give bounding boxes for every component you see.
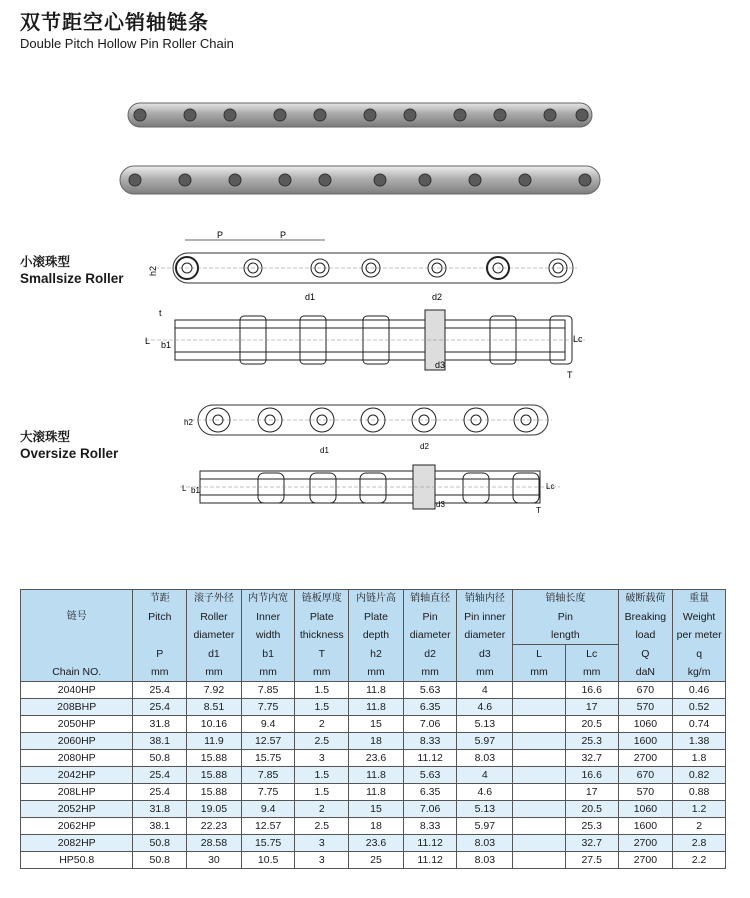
table-cell: 27.5: [565, 852, 618, 869]
table-cell: 25.4: [133, 767, 187, 784]
table-cell: 11.12: [403, 750, 457, 767]
col-chain-no-en: Chain NO.: [21, 645, 133, 682]
table-cell: 0.82: [673, 767, 726, 784]
table-cell: 7.85: [241, 682, 295, 699]
table-cell: 11.12: [403, 852, 457, 869]
table-cell: 4: [457, 767, 513, 784]
table-cell: 5.13: [457, 716, 513, 733]
table-cell: 38.1: [133, 733, 187, 750]
table-cell: 2060HP: [21, 733, 133, 750]
table-cell: [513, 733, 566, 750]
table-cell: 4.6: [457, 784, 513, 801]
table-cell: 32.7: [565, 750, 618, 767]
table-cell: [513, 682, 566, 699]
table-row: [21, 818, 726, 835]
table-cell: 1.8: [673, 750, 726, 767]
svg-text:T: T: [536, 506, 541, 515]
table-cell: 2062HP: [21, 818, 133, 835]
spec-table-body: [21, 682, 726, 869]
table-row: [21, 716, 726, 733]
table-row: [21, 750, 726, 767]
table-cell: 2052HP: [21, 801, 133, 818]
svg-text:Lc: Lc: [573, 334, 583, 344]
table-cell: 6.35: [403, 784, 457, 801]
small-roller-label: 小滚珠型 Smallsize Roller: [20, 254, 124, 286]
table-cell: 25.4: [133, 682, 187, 699]
table-cell: 0.52: [673, 699, 726, 716]
table-cell: 10.5: [241, 852, 295, 869]
table-cell: 22.23: [187, 818, 242, 835]
table-cell: 2.5: [295, 818, 349, 835]
table-cell: 11.8: [349, 784, 404, 801]
table-cell: [513, 767, 566, 784]
table-cell: 10.16: [187, 716, 242, 733]
table-cell: 31.8: [133, 716, 187, 733]
table-cell: 15.75: [241, 750, 295, 767]
table-cell: 2700: [618, 852, 673, 869]
oversize-roller-label: 大滚珠型 Oversize Roller: [20, 429, 119, 461]
svg-text:h2: h2: [148, 265, 158, 276]
table-cell: 19.05: [187, 801, 242, 818]
table-cell: 15.88: [187, 767, 242, 784]
table-row: [21, 852, 726, 869]
table-row: [21, 733, 726, 750]
table-cell: [513, 835, 566, 852]
table-cell: 2700: [618, 835, 673, 852]
table-cell: 25: [349, 852, 404, 869]
table-cell: 2082HP: [21, 835, 133, 852]
table-cell: 9.4: [241, 801, 295, 818]
small-roller-side-view: [145, 228, 585, 293]
table-cell: 18: [349, 818, 404, 835]
table-cell: 7.75: [241, 699, 295, 716]
table-cell: 8.51: [187, 699, 242, 716]
chain-photo-small: [120, 95, 600, 140]
table-cell: 15.88: [187, 784, 242, 801]
table-cell: 7.06: [403, 716, 457, 733]
title-cn: 双节距空心销轴链条: [20, 10, 209, 34]
table-cell: 570: [618, 699, 673, 716]
oversize-roller-side-view: [180, 385, 560, 440]
table-cell: 15: [349, 716, 404, 733]
svg-text:b1: b1: [191, 486, 200, 495]
svg-text:L: L: [145, 336, 151, 346]
table-cell: 1.38: [673, 733, 726, 750]
table-cell: 8.33: [403, 733, 457, 750]
table-cell: 0.74: [673, 716, 726, 733]
chain-photo-large: [115, 160, 605, 205]
table-cell: 7.75: [241, 784, 295, 801]
table-cell: 28.58: [187, 835, 242, 852]
table-cell: 2042HP: [21, 767, 133, 784]
table-cell: 2.5: [295, 733, 349, 750]
table-cell: 23.6: [349, 835, 404, 852]
table-cell: 1060: [618, 716, 673, 733]
svg-text:Lc: Lc: [546, 482, 555, 491]
svg-text:h2: h2: [184, 418, 193, 427]
table-cell: 18: [349, 733, 404, 750]
table-cell: 208BHP: [21, 699, 133, 716]
table-cell: 11.12: [403, 835, 457, 852]
table-cell: [513, 699, 566, 716]
table-cell: 1600: [618, 733, 673, 750]
svg-text:d1: d1: [320, 446, 329, 455]
small-roller-top-view: [145, 290, 585, 385]
table-cell: 25.3: [565, 818, 618, 835]
table-cell: [513, 852, 566, 869]
table-cell: 8.03: [457, 835, 513, 852]
table-cell: 25.3: [565, 733, 618, 750]
table-row: [21, 682, 726, 699]
svg-text:T: T: [567, 370, 573, 380]
table-cell: 5.63: [403, 682, 457, 699]
table-cell: 11.9: [187, 733, 242, 750]
table-cell: 16.6: [565, 767, 618, 784]
table-cell: 2080HP: [21, 750, 133, 767]
oversize-roller-top-view: [180, 443, 560, 518]
table-cell: 5.97: [457, 818, 513, 835]
table-cell: 30: [187, 852, 242, 869]
table-cell: 2.8: [673, 835, 726, 852]
table-cell: [513, 716, 566, 733]
svg-text:b1: b1: [161, 340, 172, 350]
table-cell: 1.5: [295, 682, 349, 699]
table-cell: 8.03: [457, 852, 513, 869]
table-cell: 8.33: [403, 818, 457, 835]
table-cell: 6.35: [403, 699, 457, 716]
table-cell: 2.2: [673, 852, 726, 869]
table-cell: 50.8: [133, 750, 187, 767]
spec-table: [20, 589, 726, 869]
table-cell: 31.8: [133, 801, 187, 818]
table-cell: 17: [565, 699, 618, 716]
table-cell: 3: [295, 852, 349, 869]
table-cell: 2040HP: [21, 682, 133, 699]
svg-text:d1: d1: [305, 292, 316, 302]
table-cell: 25.4: [133, 784, 187, 801]
table-cell: 15: [349, 801, 404, 818]
table-cell: 208LHP: [21, 784, 133, 801]
table-cell: 5.97: [457, 733, 513, 750]
col-chain-no-cn: 链号: [21, 590, 133, 645]
table-cell: 9.4: [241, 716, 295, 733]
table-row: [21, 784, 726, 801]
table-cell: 15.88: [187, 750, 242, 767]
table-cell: 1.5: [295, 699, 349, 716]
table-cell: 0.46: [673, 682, 726, 699]
table-cell: 1.5: [295, 784, 349, 801]
table-cell: 2: [673, 818, 726, 835]
svg-text:d2: d2: [420, 443, 429, 451]
table-row: [21, 835, 726, 852]
table-cell: 0.88: [673, 784, 726, 801]
table-cell: 11.8: [349, 699, 404, 716]
table-cell: 11.8: [349, 767, 404, 784]
table-cell: 2700: [618, 750, 673, 767]
table-cell: [513, 784, 566, 801]
table-cell: 23.6: [349, 750, 404, 767]
table-cell: 570: [618, 784, 673, 801]
svg-text:P: P: [217, 230, 224, 240]
table-cell: 20.5: [565, 716, 618, 733]
table-cell: 50.8: [133, 852, 187, 869]
svg-text:L: L: [182, 484, 187, 493]
svg-text:d2: d2: [432, 292, 443, 302]
table-cell: 1.2: [673, 801, 726, 818]
table-cell: 17: [565, 784, 618, 801]
table-cell: 50.8: [133, 835, 187, 852]
table-cell: 38.1: [133, 818, 187, 835]
table-cell: 1.5: [295, 767, 349, 784]
table-cell: 5.63: [403, 767, 457, 784]
table-cell: [513, 750, 566, 767]
table-cell: [513, 801, 566, 818]
svg-text:t: t: [159, 308, 162, 318]
table-row: [21, 699, 726, 716]
table-cell: 2050HP: [21, 716, 133, 733]
table-cell: 2: [295, 716, 349, 733]
table-cell: 670: [618, 682, 673, 699]
table-cell: 7.85: [241, 767, 295, 784]
table-cell: 7.92: [187, 682, 242, 699]
table-row: [21, 767, 726, 784]
table-cell: 12.57: [241, 733, 295, 750]
table-cell: 20.5: [565, 801, 618, 818]
table-cell: 1060: [618, 801, 673, 818]
table-cell: 7.06: [403, 801, 457, 818]
table-cell: 5.13: [457, 801, 513, 818]
table-cell: 12.57: [241, 818, 295, 835]
table-cell: 11.8: [349, 682, 404, 699]
svg-text:P: P: [280, 230, 287, 240]
title-en: Double Pitch Hollow Pin Roller Chain: [20, 36, 234, 51]
table-cell: 3: [295, 835, 349, 852]
table-row: [21, 801, 726, 818]
table-cell: 25.4: [133, 699, 187, 716]
table-cell: 32.7: [565, 835, 618, 852]
svg-text:d3: d3: [435, 360, 446, 370]
svg-text:d3: d3: [436, 500, 445, 509]
table-cell: 3: [295, 750, 349, 767]
table-cell: [513, 818, 566, 835]
table-cell: 4.6: [457, 699, 513, 716]
table-cell: 8.03: [457, 750, 513, 767]
table-cell: 1600: [618, 818, 673, 835]
table-cell: 4: [457, 682, 513, 699]
table-cell: 670: [618, 767, 673, 784]
table-cell: 15.75: [241, 835, 295, 852]
table-cell: HP50.8: [21, 852, 133, 869]
table-cell: 2: [295, 801, 349, 818]
table-cell: 16.6: [565, 682, 618, 699]
spec-table-header: 链号 节距 滚子外径 内节内宽 链板厚度 内链片高 销轴直径 销轴内径 销轴长度 破断载荷 重量 Pitch Roller Inner Plate Plate Pin Pin inner Pin Breaking Weight diameter width thickness depth diameter diameter length load per meter Chain NO. P d1 b1 T h2 d2 d3 L Lc Q q mm mm mm mm mm mm mm mm mm daN kg/m: [21, 590, 726, 682]
